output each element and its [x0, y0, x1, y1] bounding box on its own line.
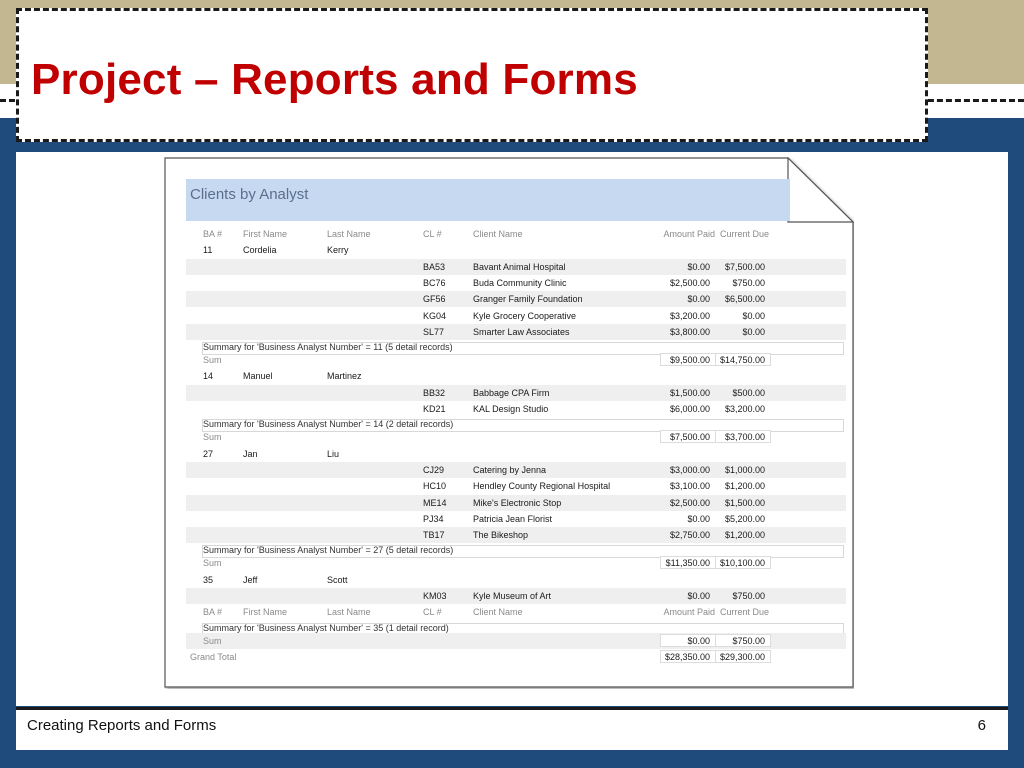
client-name: KAL Design Studio [473, 404, 549, 414]
client-row [186, 275, 846, 291]
column-header-client: Client Name [473, 607, 523, 618]
sum-current-due: $3,700.00 [724, 432, 765, 443]
analyst-row [186, 242, 846, 258]
client-row [186, 259, 846, 275]
sum-current-due: $750.00 [732, 635, 765, 646]
client-name: Patricia Jean Florist [473, 513, 553, 524]
client-name: Catering by Jenna [473, 464, 547, 475]
amount-paid: $0.00 [687, 261, 710, 272]
client-number: TB17 [423, 530, 445, 541]
analyst-row [186, 572, 846, 588]
column-header-ba: BA # [203, 229, 223, 239]
slide-footer [16, 710, 1008, 750]
analyst-row [186, 368, 846, 384]
client-name: The Bikeshop [473, 530, 529, 541]
column-header-row [186, 226, 846, 242]
client-number: HC10 [423, 481, 447, 492]
column-header-last: Last Name [327, 607, 371, 618]
client-row [186, 401, 846, 417]
client-row [186, 291, 846, 307]
page-number: 6 [977, 717, 986, 734]
sum-amount-paid: $7,500.00 [669, 432, 710, 443]
client-name: Kyle Museum of Art [473, 591, 552, 601]
column-header-first: First Name [243, 607, 288, 618]
grand-total-row [186, 649, 846, 665]
amount-paid: $0.00 [687, 513, 710, 524]
analyst-last-name: Kerry [327, 245, 349, 256]
grand-total-amount-paid: $28,350.00 [664, 651, 710, 662]
client-number: KG04 [423, 310, 447, 321]
client-name: Mike's Electronic Stop [473, 497, 562, 508]
group-sum-row [186, 633, 846, 649]
column-header-amount-paid: Amount Paid [663, 607, 715, 618]
column-header-cl: CL # [423, 229, 442, 239]
analyst-first-name: Manuel [243, 371, 273, 382]
column-header-last: Last Name [327, 229, 371, 239]
amount-paid: $1,500.00 [669, 387, 710, 398]
amount-paid: $3,200.00 [669, 310, 710, 321]
amount-paid: $3,000.00 [669, 464, 710, 475]
sum-amount-paid: $0.00 [687, 635, 710, 646]
client-row [186, 511, 846, 527]
current-due: $6,500.00 [724, 294, 765, 305]
current-due: $1,200.00 [724, 530, 765, 541]
sum-label: Sum [203, 558, 222, 569]
client-row [186, 385, 846, 401]
analyst-row [186, 446, 846, 462]
report-header [186, 179, 790, 221]
client-number: CJ29 [423, 464, 445, 475]
current-due: $500.00 [732, 387, 765, 398]
amount-paid: $2,500.00 [669, 277, 710, 288]
group-sum-row [186, 429, 846, 445]
client-row [186, 308, 846, 324]
report-title: Clients by Analyst [190, 186, 309, 203]
current-due: $750.00 [732, 277, 765, 288]
column-header-ba: BA # [203, 607, 223, 618]
sum-amount-paid: $11,350.00 [665, 558, 710, 569]
amount-paid: $6,000.00 [669, 404, 710, 414]
client-number: PJ34 [423, 513, 444, 524]
current-due: $5,200.00 [724, 513, 765, 524]
report-screenshot [164, 157, 854, 689]
client-row [186, 324, 846, 340]
slide-title: Project – Reports and Forms [31, 55, 638, 104]
client-name: Buda Community Clinic [473, 277, 567, 288]
grand-total-label: Grand Total [190, 651, 237, 662]
sum-amount-paid: $9,500.00 [669, 355, 710, 366]
sum-label: Sum [203, 432, 222, 443]
analyst-first-name: Jan [243, 448, 258, 459]
column-header-amount-paid: Amount Paid [663, 229, 715, 239]
client-row [186, 527, 846, 543]
report-body [186, 179, 846, 684]
current-due: $1,500.00 [724, 497, 765, 508]
client-name: Babbage CPA Firm [473, 387, 550, 398]
amount-paid: $3,100.00 [669, 481, 710, 492]
analyst-last-name: Martinez [327, 371, 362, 382]
client-row [186, 495, 846, 511]
client-name: Kyle Grocery Cooperative [473, 310, 577, 321]
client-number: BA53 [423, 261, 446, 272]
column-header-current-due: Current Due [719, 607, 769, 618]
client-name: Granger Family Foundation [473, 294, 583, 305]
client-row [186, 478, 846, 494]
group-sum-row [186, 555, 846, 571]
current-due: $0.00 [742, 326, 765, 337]
analyst-last-name: Liu [327, 448, 340, 459]
current-due: $1,200.00 [724, 481, 765, 492]
analyst-number: 14 [203, 371, 214, 382]
client-number: BB32 [423, 387, 446, 398]
sum-current-due: $10,100.00 [719, 558, 765, 569]
column-header-cl: CL # [423, 607, 442, 618]
client-number: KM03 [423, 591, 447, 601]
sum-current-due: $14,750.00 [719, 355, 765, 366]
column-header-client: Client Name [473, 229, 523, 239]
sum-label: Sum [203, 355, 222, 366]
amount-paid: $3,800.00 [669, 326, 710, 337]
client-number: ME14 [423, 497, 447, 508]
client-name: Smarter Law Associates [473, 326, 570, 337]
title-box [16, 8, 928, 142]
client-number: SL77 [423, 326, 445, 337]
client-row [186, 462, 846, 478]
analyst-last-name: Scott [327, 574, 348, 585]
analyst-number: 11 [203, 245, 213, 256]
sum-label: Sum [203, 635, 222, 646]
analyst-first-name: Jeff [243, 574, 258, 585]
group-summary-text: Summary for 'Business Analyst Number' = 35 (1 detail record) [203, 622, 449, 633]
column-header-row [186, 604, 846, 620]
footer-text: Creating Reports and Forms [27, 717, 217, 734]
amount-paid: $0.00 [687, 591, 710, 601]
current-due: $750.00 [732, 591, 765, 601]
amount-paid: $0.00 [687, 294, 710, 305]
group-summary-text: Summary for 'Business Analyst Number' = 27 (5 detail records) [203, 545, 454, 556]
analyst-first-name: Cordelia [243, 245, 277, 256]
current-due: $0.00 [742, 310, 765, 321]
column-header-current-due: Current Due [719, 229, 769, 239]
client-name: Hendley County Regional Hospital [473, 481, 611, 492]
analyst-number: 35 [203, 574, 214, 585]
amount-paid: $2,500.00 [669, 497, 710, 508]
current-due: $1,000.00 [724, 464, 765, 475]
client-number: KD21 [423, 404, 446, 414]
group-summary-text: Summary for 'Business Analyst Number' = 11 (5 detail records) [203, 342, 453, 353]
column-header-first: First Name [243, 229, 288, 239]
amount-paid: $2,750.00 [669, 530, 710, 541]
client-number: BC76 [423, 277, 446, 288]
current-due: $7,500.00 [724, 261, 765, 272]
client-name: Bavant Animal Hospital [473, 261, 566, 272]
grand-total-current-due: $29,300.00 [719, 651, 765, 662]
current-due: $3,200.00 [724, 404, 765, 414]
client-row [186, 588, 846, 604]
analyst-number: 27 [203, 448, 214, 459]
client-number: GF56 [423, 294, 446, 305]
group-sum-row [186, 352, 846, 368]
group-summary-text: Summary for 'Business Analyst Number' = 14 (2 detail records) [203, 419, 454, 430]
